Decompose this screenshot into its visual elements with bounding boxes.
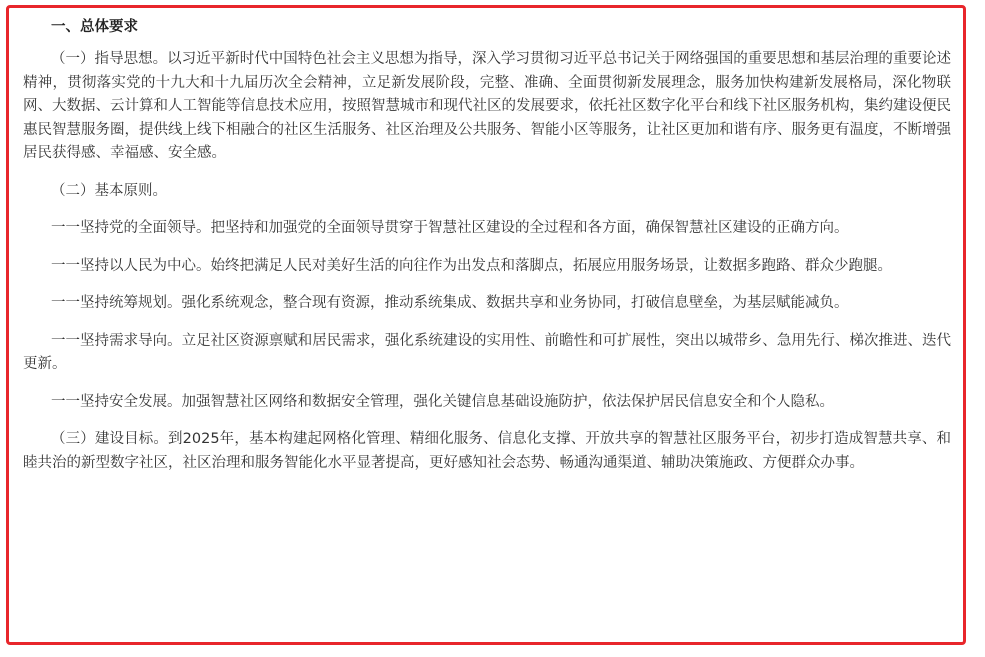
- section-heading: 一、总体要求: [51, 19, 138, 35]
- paragraph-principle-overall-planning: 一一坚持统筹规划。强化系统观念，整合现有资源，推动系统集成、数据共享和业务协同，打破信息壁垒，为基层赋能减负。: [51, 295, 849, 311]
- paragraph-principle-people-centered: 一一坚持以人民为中心。始终把满足人民对美好生活的向往作为出发点和落脚点，拓展应用服务场景，让数据多跑路、群众少跑腿。: [51, 257, 892, 274]
- paragraph-principle-party-leadership: 一一坚持党的全面领导。把坚持和加强党的全面领导贯穿于智慧社区建设的全过程和各方面，确保智慧社区建设的正确方向。: [51, 220, 849, 236]
- paragraph-principle-demand-oriented: 一一坚持需求导向。立足社区资源禀赋和居民需求，强化系统建设的实用性、前瞻性和可扩展性，突出以城带乡、急用先行、梯次推进、迭代更新。: [23, 332, 951, 372]
- document-body: [23, 14, 951, 489]
- highlight-frame: [6, 5, 966, 645]
- paragraph-guiding-ideology: （一）指导思想。以习近平新时代中国特色社会主义思想为指导，深入学习贯彻习近平总书记关于网络强国的重要思想和基层治理的重要论述精神，贯彻落实党的十九大和十九届历次全会精神，立足新发展阶段，完整、准确、全面贯彻新发展理念，服务加快构建新发展格局，深化物联网、大数据、云计算和人工智能等信息技术应用，按照智慧城市和现代社区的发展要求，依托社区数字化平台和线下社区服务机构，集约建设便民惠民智慧服务圈，提供线上线下相融合的社区生活服务、社区治理及公共服务、智能小区等服务，让社区更加和谐有序、服务更有温度，不断增强居民获得感、幸福感、安全感。: [23, 51, 951, 161]
- paragraph-basic-principles-title: （二）基本原则。: [51, 182, 167, 199]
- paragraph-principle-safe-development: 一一坚持安全发展。加强智慧社区网络和数据安全管理，强化关键信息基础设施防护，依法保护居民信息安全和个人隐私。: [51, 393, 834, 410]
- paragraph-construction-goals: （三）建设目标。到2025年，基本构建起网格化管理、精细化服务、信息化支撑、开放共享的智慧社区服务平台，初步打造成智慧共享、和睦共治的新型数字社区，社区治理和服务智能化水平显著提高，更好感知社会态势、畅通沟通渠道、辅助决策施政、方便群众办事。: [23, 431, 951, 471]
